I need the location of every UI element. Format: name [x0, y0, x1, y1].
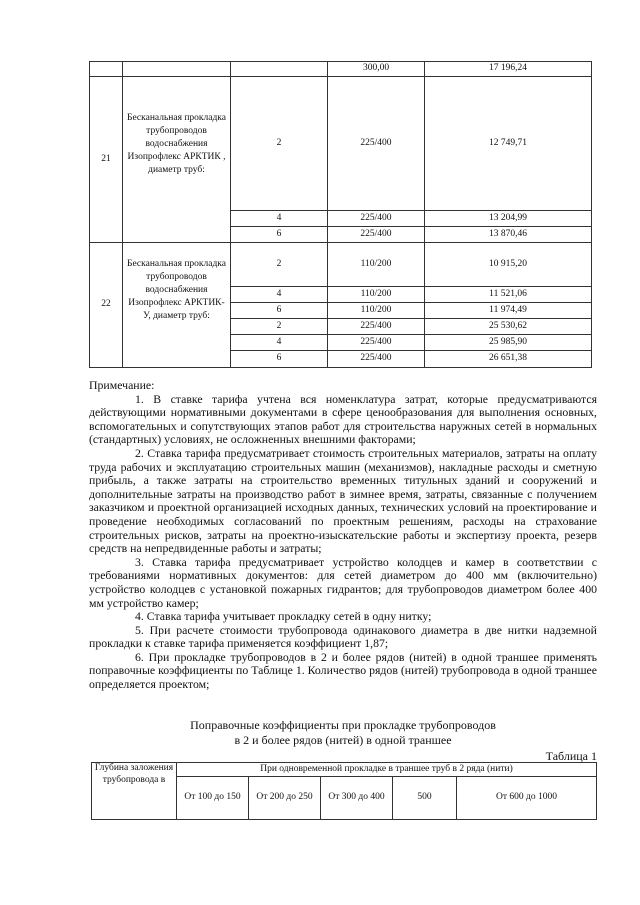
- row-count: 2: [231, 319, 328, 335]
- note-paragraph: 4. Ставка тарифа учитывает прокладку сетей в одну нитку;: [135, 609, 432, 624]
- row-diameter: 225/400: [328, 211, 425, 227]
- note-paragraph: 2. Ставка тарифа предусматривает стоимость строительных материалов, затраты на оплату труда рабочих и эксплуатацию строительных машин (механизмов), накладные расходы и сметную прибыль, а также затраты на строительство временных титульных зданий и сооружений и дополнительные затраты на производство работ в зимнее время, затраты, связанные с получением заказчиком и проектной организацией исходных данных, технических условий на проектирование и проведение необходимых согласований по проектным решениям, расходы на страхование строительных рисков, затраты на проектно-изыскательские работы и экспертизу проекта, резерв средств на непредвиденные работы и затраты;: [89, 445, 597, 556]
- row-count: 4: [231, 335, 328, 351]
- table-row: [90, 243, 592, 287]
- table-number-label: Таблица 1: [545, 749, 597, 763]
- row-number: 21: [90, 77, 123, 243]
- row-count: 4: [231, 211, 328, 227]
- row-description: Бесканальная прокладка трубопроводов водоснабжения Изопрофлекс АРКТИК , диаметр труб:: [123, 77, 231, 243]
- row-count: 4: [231, 287, 328, 303]
- row-price: 10 915,20: [425, 243, 592, 287]
- row-price: 26 651,38: [425, 351, 592, 368]
- row-count: [231, 62, 328, 77]
- row-count: 6: [231, 351, 328, 368]
- column-header: От 200 до 250: [249, 777, 321, 820]
- row-price: 11 974,49: [425, 303, 592, 319]
- row-count: 2: [231, 243, 328, 287]
- row-count: 6: [231, 303, 328, 319]
- row-diameter: 225/400: [328, 319, 425, 335]
- row-diameter: 110/200: [328, 243, 425, 287]
- table-caption: [89, 718, 597, 748]
- row-price: 25 530,62: [425, 319, 592, 335]
- table-row: [92, 763, 597, 777]
- note-paragraph: 3. Ставка тарифа предусматривает устройство колодцев и камер в соответствии с требованиями нормативных документов: для сетей диаметром до 400 мм (включительно) устройство колодцев с установкой пожарных гидрантов; для трубопроводов диаметром более 400 мм устройство камер;: [89, 554, 597, 610]
- column-header: От 100 до 150: [177, 777, 249, 820]
- caption-line: в 2 и более рядов (нитей) в одной траншее: [234, 733, 452, 747]
- notes-section: [89, 379, 597, 692]
- row-description: [123, 62, 231, 77]
- depth-header: Глубина заложения трубопровода в: [92, 763, 177, 820]
- row-price: 25 985,90: [425, 335, 592, 351]
- row-diameter: 300,00: [328, 62, 425, 77]
- row-price: 13 870,46: [425, 227, 592, 243]
- note-paragraph: 5. При расчете стоимости трубопровода одинакового диаметра в две нитки надземной прокладки к ставке тарифа применяется коэффициент 1,87;: [89, 622, 597, 651]
- note-paragraph: 1. В ставке тарифа учтена вся номенклатура затрат, которые предусматриваются действующими нормативными документами в сфере ценообразования для выполнения основных, вспомогательных и сопутствующих этапов работ для строительства наружных сетей в нормальных (стандартных) условиях, не осложненных внешними факторами;: [89, 391, 597, 447]
- row-price: 17 196,24: [425, 62, 592, 77]
- row-number: [90, 62, 123, 77]
- notes-heading: Примечание:: [89, 378, 155, 392]
- column-header: От 600 до 1000: [457, 777, 597, 820]
- row-diameter: 225/400: [328, 77, 425, 211]
- tariff-table: [89, 61, 592, 368]
- row-diameter: 110/200: [328, 287, 425, 303]
- row-number: 22: [90, 243, 123, 368]
- caption-line: Поправочные коэффициенты при прокладке трубопроводов: [190, 718, 496, 732]
- row-count: 2: [231, 77, 328, 211]
- row-diameter: 110/200: [328, 303, 425, 319]
- row-count: 6: [231, 227, 328, 243]
- span-header: При одновременной прокладке в траншее труб в 2 ряда (нити): [177, 763, 597, 777]
- column-header: От 300 до 400: [321, 777, 393, 820]
- row-diameter: 225/400: [328, 335, 425, 351]
- row-description: Бесканальная прокладка трубопроводов водоснабжения Изопрофлекс АРКТИК-У, диаметр труб:: [123, 243, 231, 368]
- table-row: [90, 77, 592, 211]
- note-paragraph: 6. При прокладке трубопроводов в 2 и более рядов (нитей) в одной траншее применять поправочные коэффициенты по Таблице 1. Количество рядов (нитей) трубопровода в одной траншее определяется проектом;: [89, 649, 597, 692]
- row-diameter: 225/400: [328, 227, 425, 243]
- row-diameter: 225/400: [328, 351, 425, 368]
- column-header: 500: [393, 777, 457, 820]
- row-price: 11 521,06: [425, 287, 592, 303]
- coefficient-table: [91, 762, 597, 820]
- row-price: 13 204,99: [425, 211, 592, 227]
- row-price: 12 749,71: [425, 77, 592, 211]
- table-row: [90, 62, 592, 77]
